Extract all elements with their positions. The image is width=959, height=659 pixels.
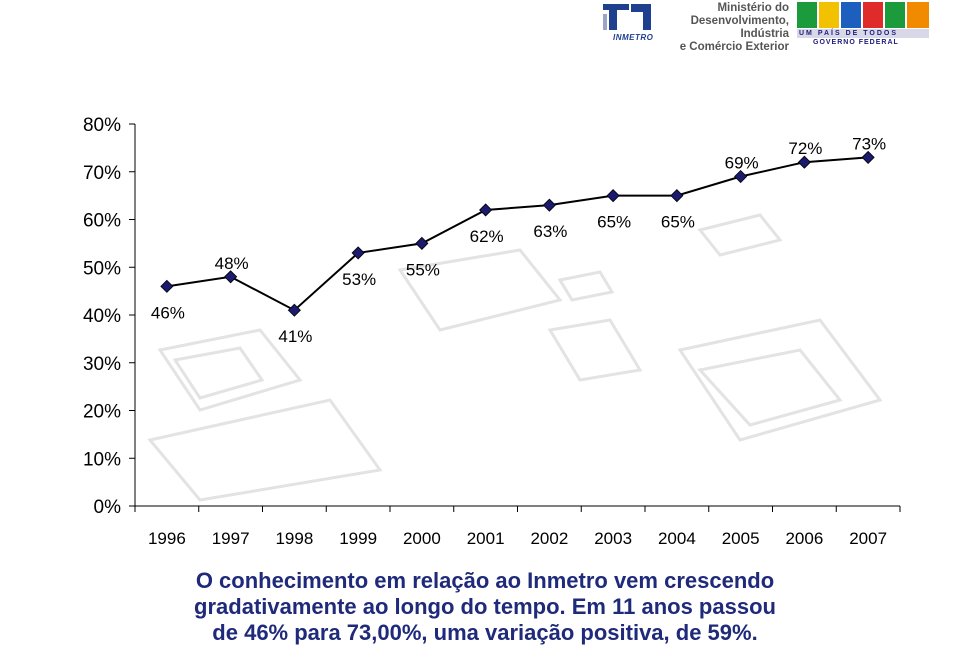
brasil-tagline: UM PAÍS DE TODOS — [799, 30, 899, 37]
data-point-marker — [161, 280, 173, 292]
y-tick-label: 30% — [82, 353, 121, 375]
x-tick-label: 2007 — [849, 529, 888, 548]
y-axis-ticks — [83, 115, 135, 518]
caption-line: gradativamente ao longo do tempo. Em 11 anos passou — [194, 594, 776, 619]
inmetro-logo-text: INMETRO — [613, 33, 654, 42]
data-label: 72% — [788, 139, 823, 159]
y-tick-label: 20% — [82, 401, 121, 423]
data-label: 46% — [150, 303, 185, 323]
series-line-group — [167, 157, 868, 310]
data-point-marker — [671, 190, 683, 202]
data-point-marker — [416, 237, 428, 249]
chart-caption — [110, 568, 860, 646]
data-label: 41% — [278, 327, 313, 347]
x-tick-label: 2000 — [402, 529, 441, 548]
x-tick-label: 2003 — [594, 529, 633, 548]
caption-line: O conhecimento em relação ao Inmetro vem crescendo — [195, 568, 775, 593]
data-label: 48% — [214, 253, 249, 273]
y-tick-label: 80% — [82, 115, 121, 136]
y-tick-label: 60% — [82, 210, 121, 232]
brasil-gov-text: GOVERNO FEDERAL — [813, 39, 899, 46]
data-point-marker — [607, 190, 619, 202]
ministry-line: Ministério do — [717, 2, 789, 14]
y-tick-label: 10% — [82, 449, 121, 471]
y-tick-label: 0% — [93, 497, 121, 518]
x-tick-label: 2001 — [466, 529, 505, 548]
y-tick-label: 50% — [82, 258, 121, 280]
ministry-line: e Comércio Exterior — [679, 41, 789, 53]
x-tick-label: 2004 — [657, 529, 696, 548]
x-tick-label: 2005 — [721, 529, 760, 548]
caption-line: de 46% para 73,00%, uma variação positiva, de 59%. — [212, 620, 758, 645]
ministry-line: Desenvolvimento, Indústria — [690, 15, 789, 40]
x-tick-label: 1997 — [211, 529, 250, 548]
data-label: 53% — [342, 269, 377, 289]
data-label: 69% — [724, 153, 759, 173]
data-point-marker — [543, 199, 555, 211]
data-point-marker — [480, 204, 492, 216]
x-tick-label: 1996 — [147, 529, 186, 548]
y-tick-label: 70% — [82, 162, 121, 184]
data-label: 65% — [597, 212, 632, 232]
data-label: 62% — [469, 226, 504, 246]
data-label: 65% — [660, 212, 695, 232]
x-tick-label: 2002 — [530, 529, 569, 548]
series-markers — [161, 151, 874, 316]
x-tick-label: 1998 — [275, 529, 314, 548]
data-label: 55% — [405, 260, 440, 280]
data-label: 73% — [852, 134, 887, 154]
background-map-illustration — [150, 212, 880, 500]
x-axis-ticks — [135, 506, 900, 548]
x-tick-label: 1999 — [339, 529, 378, 548]
y-tick-label: 40% — [82, 306, 121, 327]
data-label: 63% — [533, 222, 568, 242]
x-tick-label: 2006 — [785, 529, 824, 548]
series-line — [167, 157, 868, 310]
